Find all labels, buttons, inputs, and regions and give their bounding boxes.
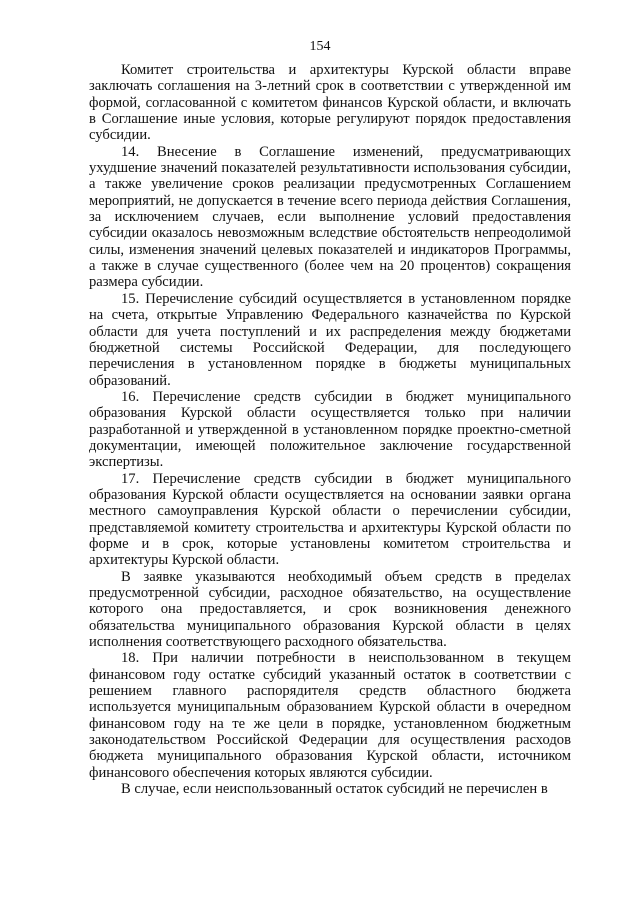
paragraph-clause-15: 15. Перечисление субсидий осуществляется в установленном порядке на счета, открытые Управлению Федерального казначейства по Курской области для учета поступлений и их распределения между бюджетами бюджетной системы Российской Федерации, для последующего перечисления в установленном порядке в бюджеты муниципальных образований. [89,290,571,389]
paragraph-unused-balance: В случае, если неиспользованный остаток субсидий не перечислен в [121,781,548,798]
paragraph-clause-16: 16. Перечисление средств субсидии в бюджет муниципального образования Курской области осуществляется только при наличии разработанной и утвержденной в установленном порядке проектно-сметной документации, имеющей положительное заключение государственной экспертизы. [89,388,571,471]
paragraph-clause-14: 14. Внесение в Соглашение изменений, предусматривающих ухудшение значений показателей результативности использования субсидии, а также увеличение сроков реализации предусмотренных Соглашением мероприятий, не допускается в течение всего периода действия Соглашения, за исключением случаев, если выполнение условий предоставления субсидии оказалось невозможным вследствие обстоятельств непреодолимой силы, изменения значений целевых показателей и индикаторов Программы, а также в случае существенного (более чем на 20 процентов) сокращения размера субсидии. [89,143,571,291]
paragraph-clause-18: 18. При наличии потребности в неиспользованном в текущем финансовом году остатке субсидий указанный остаток в соответствии с решением главного распорядителя средств областного бюджета используется муниципальным образованием Курской области в очередном финансовом году на те же цели в порядке, установленном бюджетным законодательством Российской Федерации для осуществления расходов бюджета муниципального образования Курской области, источником финансового обеспечения которых являются субсидии. [89,650,571,781]
paragraph-subsidy-agreement-authority: Комитет строительства и архитектуры Курской области вправе заключать соглашения на 3-летний срок в соответствии с утвержденной им формой, согласованной с комитетом финансов Курской области, и включать в Соглашение иные условия, которые регулируют порядок предоставления субсидии. [89,62,571,144]
page-number: 154 [309,39,331,54]
document-body [89,62,571,797]
paragraph-application-contents: В заявке указываются необходимый объем средств в пределах предусмотренной субсидии, расходное обязательство, на осуществление которого она предоставляется, и срок возникновения денежного обязательства муниципального образования Курской области в целях исполнения соответствующего расходного обязательства. [89,568,571,651]
paragraph-clause-17: 17. Перечисление средств субсидии в бюджет муниципального образования Курской области осуществляется на основании заявки органа местного самоуправления Курской области о перечислении субсидии, представляемой комитету строительства и архитектуры Курской области по форме и в срок, которые установлены комитетом строительства и архитектуры Курской области. [89,470,571,569]
